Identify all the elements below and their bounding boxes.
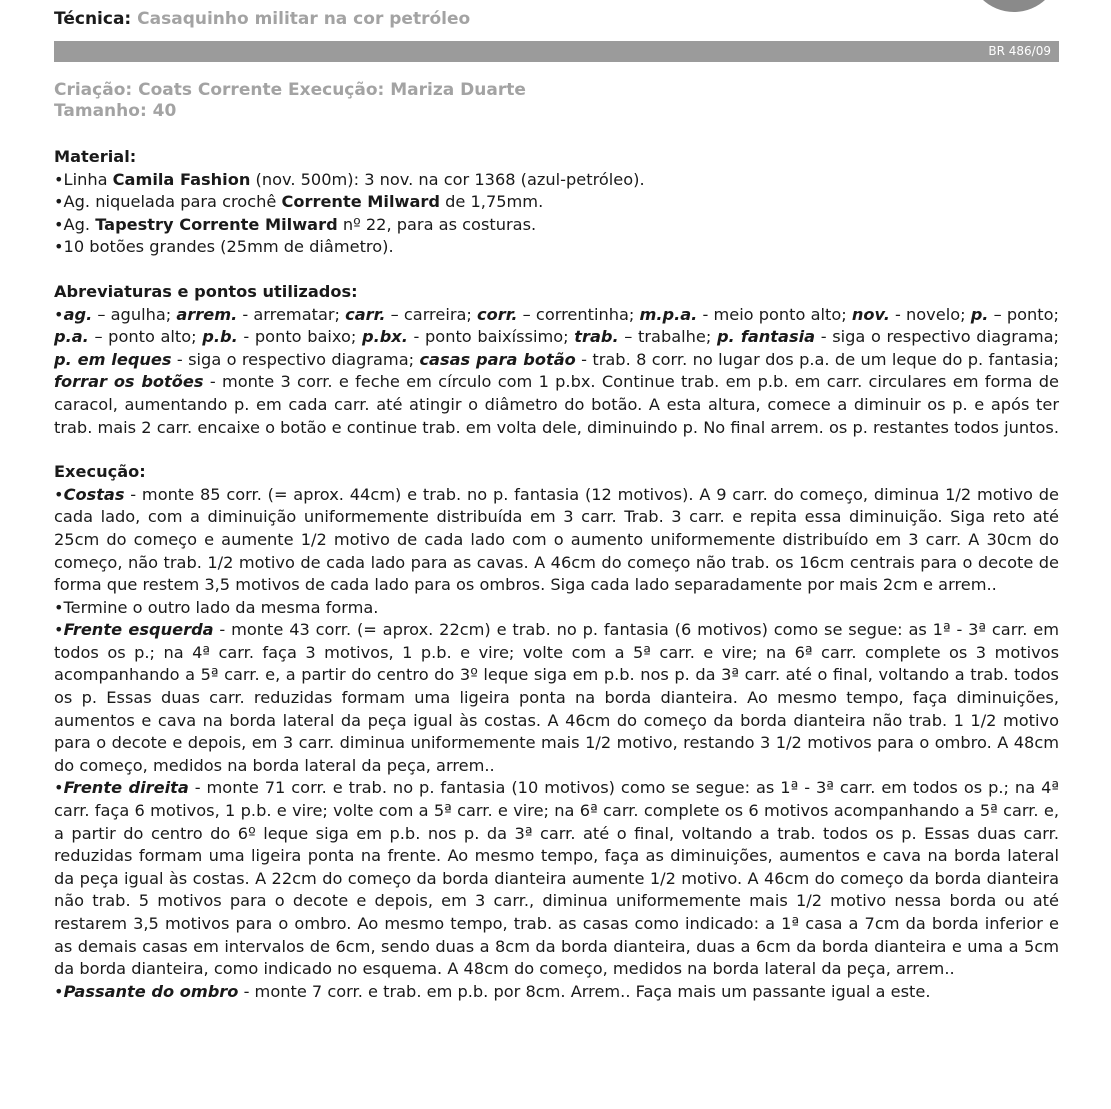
section-title: Execução: xyxy=(54,462,146,482)
text-segment: nº 22, para as costuras. xyxy=(337,214,537,234)
term-highlight: Costas xyxy=(63,484,125,504)
text-segment: – ponto alto; xyxy=(88,327,203,347)
term-highlight: Frente esquerda xyxy=(63,620,214,640)
text-segment: - monte 7 corr. e trab. em p.b. por 8cm. Arrem.. Faça mais um passante igual a este. xyxy=(238,981,931,1001)
material-item xyxy=(54,236,1059,259)
term-highlight: ag. xyxy=(63,304,93,324)
material-item xyxy=(54,214,1059,237)
text-segment: – trabalhe; xyxy=(618,327,717,347)
size-line: Tamanho: 40 xyxy=(54,101,177,121)
text-segment: - monte 85 corr. (= aprox. 44cm) e trab. no p. fantasia (12 motivos). A 9 carr. do começo, diminua 1/2 motivo de cada lado, com a diminuição uniformemente distribuída em 3 carr. Trab. 3 carr. e repita essa diminuição. Siga reto até 25cm do começo e aumente 1/2 motivo de cada lado com o aumento uniformemente distribuído em 3 carr. A 30cm do começo, não trab. 1/2 motivo de cada lado para as cavas. A 46cm do começo não trab. os 16cm centrais para o decote de forma que restem 3,5 motivos de cada lado para os ombros. Siga cada lado separadamente por mais 2cm e arrem.. xyxy=(54,484,1059,595)
credits-block xyxy=(54,80,526,122)
brand-name: Camila Fashion xyxy=(112,169,251,189)
text-segment: •Ag. xyxy=(54,214,96,234)
term-highlight: p. em leques xyxy=(54,349,172,369)
technique-header xyxy=(54,8,470,30)
term-highlight: p.b. xyxy=(202,327,238,347)
text-segment: • xyxy=(54,778,64,798)
term-highlight: arrem. xyxy=(176,304,238,324)
technique-label: Técnica: xyxy=(54,9,132,29)
text-segment: – agulha; xyxy=(92,304,177,324)
term-highlight: p.bx. xyxy=(361,327,408,347)
abbreviations-text xyxy=(54,304,1059,440)
text-segment: (nov. 500m): 3 nov. na cor 1368 (azul-petróleo). xyxy=(250,169,645,189)
execution-paragraph xyxy=(54,597,1059,620)
execution-paragraph xyxy=(54,777,1059,980)
brand-name: Tapestry Corrente Milward xyxy=(95,214,338,234)
text-segment: •Termine o outro lado da mesma forma. xyxy=(54,597,379,617)
text-segment: - arrematar; xyxy=(237,304,346,324)
text-segment: • xyxy=(54,620,64,640)
credits-line: Criação: Coats Corrente Execução: Mariza Duarte xyxy=(54,80,526,100)
technique-title: Casaquinho militar na cor petróleo xyxy=(137,9,471,29)
material-item xyxy=(54,169,1059,192)
term-highlight: p.a. xyxy=(54,327,89,347)
text-segment: •10 botões grandes (25mm de diâmetro). xyxy=(54,237,394,257)
material-item xyxy=(54,191,1059,214)
text-segment: •Linha xyxy=(54,169,113,189)
execution-list xyxy=(54,484,1059,1004)
text-segment: • xyxy=(54,484,64,504)
section-title: Abreviaturas e pontos utilizados: xyxy=(54,281,358,301)
term-highlight: corr. xyxy=(477,304,518,324)
text-segment: – ponto; xyxy=(988,304,1059,324)
text-segment: - siga o respectivo diagrama; xyxy=(171,349,420,369)
execution-paragraph xyxy=(54,619,1059,777)
term-highlight: Passante do ombro xyxy=(63,981,239,1001)
text-segment: - ponto baixo; xyxy=(237,327,362,347)
pattern-body xyxy=(54,146,1059,1003)
term-highlight: nov. xyxy=(851,304,890,324)
term-highlight: Frente direita xyxy=(63,778,189,798)
abbreviations-section xyxy=(54,281,1059,439)
execution-paragraph xyxy=(54,981,1059,1004)
text-segment: – carreira; xyxy=(385,304,477,324)
term-highlight: p. fantasia xyxy=(716,327,816,347)
material-section xyxy=(54,146,1059,259)
material-list xyxy=(54,169,1059,259)
term-highlight: p. xyxy=(970,304,989,324)
text-segment: – correntinha; xyxy=(517,304,640,324)
pattern-code: BR 486/09 xyxy=(988,44,1051,58)
header-bar xyxy=(54,41,1059,62)
execution-paragraph xyxy=(54,484,1059,597)
text-segment: - novelo; xyxy=(889,304,971,324)
text-segment: - ponto baixíssimo; xyxy=(407,327,575,347)
text-segment: - monte 3 corr. e feche em círculo com 1 p.bx. Continue trab. em p.b. em carr. circulares em forma de caracol, aumentando p. em cada carr. até atingir o diâmetro do botão. A esta altura, comece a diminuir os p. e após ter trab. mais 2 carr. encaixe o botão e continue trab. em volta dele, diminuindo p. No final arrem. os p. restantes todos juntos. xyxy=(54,372,1059,437)
text-segment: - monte 71 corr. e trab. no p. fantasia (10 motivos) como se segue: as 1ª - 3ª carr. em todos os p.; na 4ª carr. faça 6 motivos, 1 p.b. e vire; volte com a 5ª carr. e vire; na 6ª carr. complete os 6 motivos acompanhando a 5ª carr. e, a partir do centro do 6º leque siga em p.b. nos p. da 3ª carr. até o final, voltando a trab. todos os p. Essas duas carr. reduzidas formam uma ligeira ponta na frente. Ao mesmo tempo, faça as diminuições, aumentos e cava na borda lateral da peça igual às costas. A 22cm do começo da borda dianteira aumente 1/2 motivo. A 46cm do começo da borda dianteira não trab. 5 motivos para o decote e depois, em 3 carr., diminua uniformemente mais 1/2 motivo nessa borda ou até restarem 3,5 motivos para o ombro. Ao mesmo tempo, trab. as casas como indicado: a 1ª casa a 7cm da borda inferior e as demais casas em intervalos de 6cm, sendo duas a 8cm da borda dianteira, duas a 6cm da borda dianteira e uma a 5cm da borda dianteira, como indicado no esquema. A 48cm do começo, medidos na borda lateral da peça, arrem.. xyxy=(54,778,1059,979)
corner-tab-shape xyxy=(968,0,1060,12)
term-highlight: casas para botão xyxy=(419,349,576,369)
term-highlight: forrar os botões xyxy=(54,372,204,392)
execution-section xyxy=(54,461,1059,1003)
section-title: Material: xyxy=(54,147,137,166)
text-segment: - monte 43 corr. (= aprox. 22cm) e trab. no p. fantasia (6 motivos) como se segue: as 1ª - 3ª carr. em todos os p.; na 4ª carr. faça 3 motivos, 1 p.b. e vire; volte com a 5ª carr. e vire; na 6ª carr. complete os 3 motivos acompanhando a 5ª carr. e, a partir do centro do 3º leque siga em p.b. nos p. da 3ª carr. até o final, voltando a trab. todos os p. Essas duas carr. reduzidas formam uma ligeira ponta na borda dianteira. Ao mesmo tempo, faça diminuições, aumentos e cava na borda lateral da peça igual às costas. A 46cm do começo da borda dianteira não trab. 1 1/2 motivo para o decote e depois, em 3 carr. diminua uniformemente mais 1/2 motivo, restando 3 1/2 motivos para o ombro. A 48cm do começo, medidos na borda lateral da peça, arrem.. xyxy=(54,620,1059,775)
brand-name: Corrente Milward xyxy=(281,192,440,212)
text-segment: • xyxy=(54,304,64,324)
text-segment: de 1,75mm. xyxy=(439,192,544,212)
term-highlight: m.p.a. xyxy=(639,304,698,324)
text-segment: • xyxy=(54,981,64,1001)
text-segment: •Ag. niquelada para crochê xyxy=(54,192,282,212)
term-highlight: trab. xyxy=(574,327,619,347)
text-segment: - meio ponto alto; xyxy=(697,304,852,324)
term-highlight: carr. xyxy=(345,304,386,324)
text-segment: - siga o respectivo diagrama; xyxy=(815,327,1059,347)
text-segment: - trab. 8 corr. no lugar dos p.a. de um leque do p. fantasia; xyxy=(575,349,1059,369)
